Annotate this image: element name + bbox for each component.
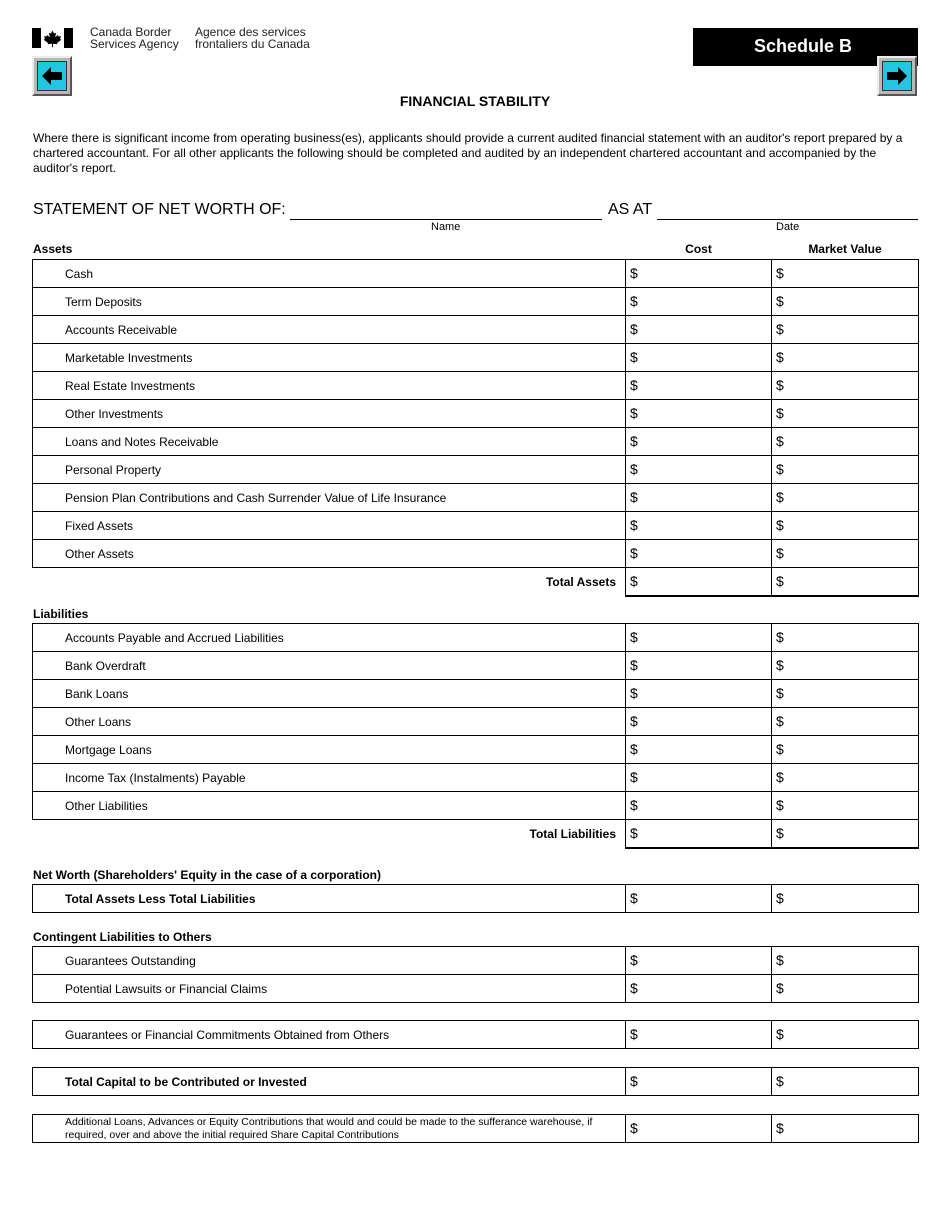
currency-symbol: $ [630, 952, 638, 968]
row-label: Other Loans [33, 708, 626, 736]
market-value-column-header: Market Value [808, 242, 882, 256]
name-caption: Name [431, 221, 461, 233]
schedule-label: Schedule B [693, 28, 918, 66]
row-label: Loans and Notes Receivable [33, 428, 626, 456]
currency-symbol: $ [630, 1026, 638, 1042]
page-title: FINANCIAL STABILITY [399, 93, 551, 109]
cost-amount-input[interactable] [638, 378, 752, 394]
currency-symbol: $ [776, 685, 784, 701]
currency-symbol: $ [776, 293, 784, 309]
cost-cell [626, 568, 772, 597]
agency-en-line1: Canada Border [90, 25, 172, 39]
asset-row [33, 372, 919, 400]
currency-symbol: $ [630, 1120, 638, 1136]
row-label: Guarantees Outstanding [33, 947, 626, 975]
currency-symbol: $ [776, 377, 784, 393]
currency-symbol: $ [630, 489, 638, 505]
market-cell [772, 540, 919, 568]
market-cell [772, 568, 919, 597]
market-amount-input[interactable] [784, 1121, 898, 1137]
market-cell [772, 316, 919, 344]
cost-cell [626, 316, 772, 344]
cost-cell [626, 792, 772, 820]
market-amount-input[interactable] [784, 294, 898, 310]
cost-column-header: Cost [685, 242, 712, 256]
market-cell [772, 372, 919, 400]
net-worth-table [32, 884, 919, 913]
cost-amount-input[interactable] [638, 294, 752, 310]
currency-symbol: $ [776, 797, 784, 813]
currency-symbol: $ [776, 657, 784, 673]
row-label: Total Capital to be Contributed or Invested [33, 1068, 626, 1096]
guarantees-obtained-table [32, 1020, 919, 1049]
row-label: Bank Loans [33, 680, 626, 708]
cost-amount-input[interactable] [638, 953, 752, 969]
agency-fr-line1: Agence des services [195, 25, 306, 39]
contingent-heading: Contingent Liabilities to Others [33, 930, 212, 944]
currency-symbol: $ [630, 825, 638, 841]
row-label: Accounts Payable and Accrued Liabilities [33, 624, 626, 652]
currency-symbol: $ [776, 517, 784, 533]
agency-fr-line2: frontaliers du Canada [195, 37, 310, 51]
row-label: Other Assets [33, 540, 626, 568]
row-label: Total Assets Less Total Liabilities [33, 885, 626, 913]
contingent-row [33, 975, 919, 1003]
cost-amount-input[interactable] [638, 658, 752, 674]
additional-loans-row [33, 1115, 919, 1143]
market-cell [772, 456, 919, 484]
cost-amount-input[interactable] [638, 350, 752, 366]
cost-amount-input[interactable] [638, 770, 752, 786]
currency-symbol: $ [776, 1026, 784, 1042]
row-label: Income Tax (Instalments) Payable [33, 764, 626, 792]
row-label: Personal Property [33, 456, 626, 484]
cost-cell [626, 652, 772, 680]
market-cell [772, 708, 919, 736]
market-amount-input[interactable] [784, 350, 898, 366]
agency-name-en [90, 26, 179, 50]
canada-flag-icon [32, 28, 73, 48]
arrow-right-icon [882, 61, 912, 91]
cost-cell [626, 456, 772, 484]
liability-row [33, 708, 919, 736]
currency-symbol: $ [630, 461, 638, 477]
cost-cell [626, 820, 772, 849]
market-cell [772, 736, 919, 764]
statement-prefix: STATEMENT OF NET WORTH OF: [33, 201, 286, 218]
cost-cell [626, 764, 772, 792]
row-label: Mortgage Loans [33, 736, 626, 764]
market-amount-input[interactable] [784, 378, 898, 394]
cost-amount-input[interactable] [638, 490, 752, 506]
cost-cell [626, 708, 772, 736]
market-amount-input[interactable] [784, 658, 898, 674]
asset-row [33, 400, 919, 428]
total-label: Total Liabilities [529, 827, 616, 841]
currency-symbol: $ [630, 321, 638, 337]
market-cell [772, 428, 919, 456]
cost-amount-input[interactable] [638, 798, 752, 814]
row-label: Term Deposits [33, 288, 626, 316]
market-amount-input[interactable] [784, 574, 898, 590]
currency-symbol: $ [776, 349, 784, 365]
market-cell [772, 885, 919, 913]
market-cell [772, 1115, 919, 1143]
cost-cell [626, 736, 772, 764]
row-label: Cash [33, 260, 626, 288]
total-capital-row [33, 1068, 919, 1096]
market-amount-input[interactable] [784, 953, 898, 969]
currency-symbol: $ [630, 349, 638, 365]
cost-amount-input[interactable] [638, 462, 752, 478]
cost-cell [626, 947, 772, 975]
name-field[interactable] [292, 200, 604, 220]
cost-cell [626, 975, 772, 1003]
asset-row [33, 540, 919, 568]
asset-row [33, 512, 919, 540]
row-label: Other Investments [33, 400, 626, 428]
total-label: Total Assets [545, 575, 616, 589]
currency-symbol: $ [776, 573, 784, 589]
currency-symbol: $ [776, 741, 784, 757]
currency-symbol: $ [776, 980, 784, 996]
net-worth-row [33, 885, 919, 913]
currency-symbol: $ [630, 713, 638, 729]
market-amount-input[interactable] [784, 1027, 898, 1043]
asset-row [33, 456, 919, 484]
market-amount-input[interactable] [784, 1074, 898, 1090]
currency-symbol: $ [630, 377, 638, 393]
currency-symbol: $ [776, 713, 784, 729]
liabilities-table [32, 623, 919, 849]
market-amount-input[interactable] [784, 798, 898, 814]
market-cell [772, 260, 919, 288]
currency-symbol: $ [776, 545, 784, 561]
currency-symbol: $ [776, 890, 784, 906]
asset-row [33, 316, 919, 344]
market-cell [772, 1068, 919, 1096]
currency-symbol: $ [630, 769, 638, 785]
row-label: Other Liabilities [33, 792, 626, 820]
cost-amount-input[interactable] [638, 686, 752, 702]
cost-amount-input[interactable] [638, 518, 752, 534]
row-label: Bank Overdraft [33, 652, 626, 680]
cost-amount-input[interactable] [638, 891, 752, 907]
market-cell [772, 764, 919, 792]
currency-symbol: $ [630, 517, 638, 533]
market-amount-input[interactable] [784, 630, 898, 646]
market-amount-input[interactable] [784, 406, 898, 422]
liability-row [33, 764, 919, 792]
currency-symbol: $ [630, 433, 638, 449]
currency-symbol: $ [776, 433, 784, 449]
currency-symbol: $ [776, 321, 784, 337]
arrow-left-icon [37, 61, 67, 91]
cost-amount-input[interactable] [638, 1074, 752, 1090]
row-label: Fixed Assets [33, 512, 626, 540]
cost-cell [626, 540, 772, 568]
market-cell [772, 344, 919, 372]
market-cell [772, 820, 919, 849]
currency-symbol: $ [776, 629, 784, 645]
market-amount-input[interactable] [784, 518, 898, 534]
market-cell [772, 400, 919, 428]
cost-cell [626, 260, 772, 288]
cost-amount-input[interactable] [638, 742, 752, 758]
cost-amount-input[interactable] [638, 630, 752, 646]
row-label: Additional Loans, Advances or Equity Contributions that would and could be made to the sufferance warehouse, if required, over and above the initial required Share Capital Contributions [33, 1115, 626, 1143]
currency-symbol: $ [776, 1073, 784, 1089]
cost-cell [626, 512, 772, 540]
cost-amount-input[interactable] [638, 826, 752, 842]
cost-cell [626, 288, 772, 316]
cost-cell [626, 1115, 772, 1143]
agency-en-line2: Services Agency [90, 37, 179, 51]
market-cell [772, 1021, 919, 1049]
cost-cell [626, 344, 772, 372]
market-cell [772, 652, 919, 680]
currency-symbol: $ [776, 489, 784, 505]
currency-symbol: $ [630, 980, 638, 996]
currency-symbol: $ [630, 1073, 638, 1089]
row-label: Potential Lawsuits or Financial Claims [33, 975, 626, 1003]
currency-symbol: $ [776, 825, 784, 841]
cost-amount-input[interactable] [638, 714, 752, 730]
currency-symbol: $ [630, 573, 638, 589]
market-amount-input[interactable] [784, 546, 898, 562]
total-liabilities-row [33, 820, 919, 849]
asset-row [33, 344, 919, 372]
cost-amount-input[interactable] [638, 322, 752, 338]
intro-paragraph: Where there is significant income from operating business(es), applicants should provide a current audited financial statement with an auditor's report prepared by a chartered accountant. For all other applicants the following should be completed and audited by an independent chartered accountant and accompanied by the auditor's report. [33, 131, 903, 175]
market-amount-input[interactable] [784, 434, 898, 450]
cost-amount-input[interactable] [638, 574, 752, 590]
currency-symbol: $ [776, 769, 784, 785]
cost-amount-input[interactable] [638, 266, 752, 282]
additional-loans-table [32, 1114, 919, 1143]
net-worth-heading: Net Worth (Shareholders' Equity in the case of a corporation) [33, 868, 382, 882]
currency-symbol: $ [630, 741, 638, 757]
asset-row [33, 288, 919, 316]
asset-row [33, 484, 919, 512]
previous-page-button[interactable] [32, 56, 72, 96]
currency-symbol: $ [776, 1120, 784, 1136]
as-at-label: AS AT [608, 201, 653, 218]
currency-symbol: $ [630, 545, 638, 561]
market-amount-input[interactable] [784, 266, 898, 282]
row-label: Pension Plan Contributions and Cash Surrender Value of Life Insurance [33, 484, 626, 512]
liabilities-heading: Liabilities [33, 607, 89, 621]
agency-name-fr [195, 26, 310, 50]
contingent-table [32, 946, 919, 1003]
cost-cell [626, 885, 772, 913]
liability-row [33, 792, 919, 820]
total-capital-table [32, 1067, 919, 1096]
guarantees-obtained-row [33, 1021, 919, 1049]
total-assets-row [33, 568, 919, 597]
asset-row [33, 260, 919, 288]
cost-amount-input[interactable] [638, 981, 752, 997]
market-amount-input[interactable] [784, 686, 898, 702]
market-cell [772, 512, 919, 540]
currency-symbol: $ [630, 405, 638, 421]
currency-symbol: $ [630, 685, 638, 701]
market-cell [772, 975, 919, 1003]
row-label: Real Estate Investments [33, 372, 626, 400]
market-amount-input[interactable] [784, 462, 898, 478]
market-amount-input[interactable] [784, 490, 898, 506]
currency-symbol: $ [630, 797, 638, 813]
currency-symbol: $ [776, 952, 784, 968]
cost-cell [626, 680, 772, 708]
liability-row [33, 736, 919, 764]
market-amount-input[interactable] [784, 891, 898, 907]
row-label: Guarantees or Financial Commitments Obtained from Others [33, 1021, 626, 1049]
next-page-button[interactable] [877, 56, 917, 96]
cost-cell [626, 484, 772, 512]
market-amount-input[interactable] [784, 742, 898, 758]
market-cell [772, 680, 919, 708]
cost-cell [626, 624, 772, 652]
market-amount-input[interactable] [784, 714, 898, 730]
assets-heading: Assets [33, 242, 73, 256]
asset-row [33, 428, 919, 456]
liability-row [33, 652, 919, 680]
currency-symbol: $ [630, 265, 638, 281]
liability-row [33, 680, 919, 708]
currency-symbol: $ [776, 405, 784, 421]
market-amount-input[interactable] [784, 770, 898, 786]
market-cell [772, 288, 919, 316]
cost-cell [626, 400, 772, 428]
currency-symbol: $ [630, 629, 638, 645]
cost-amount-input[interactable] [638, 434, 752, 450]
assets-table [32, 259, 919, 597]
cost-cell [626, 428, 772, 456]
date-field[interactable] [659, 200, 920, 220]
row-label: Marketable Investments [33, 344, 626, 372]
market-amount-input[interactable] [784, 981, 898, 997]
currency-symbol: $ [630, 890, 638, 906]
market-amount-input[interactable] [784, 322, 898, 338]
cost-cell [626, 1068, 772, 1096]
market-cell [772, 947, 919, 975]
market-amount-input[interactable] [784, 826, 898, 842]
cost-amount-input[interactable] [638, 406, 752, 422]
currency-symbol: $ [776, 461, 784, 477]
market-cell [772, 624, 919, 652]
cost-amount-input[interactable] [638, 546, 752, 562]
cost-cell [626, 372, 772, 400]
currency-symbol: $ [776, 265, 784, 281]
market-cell [772, 792, 919, 820]
contingent-row [33, 947, 919, 975]
cost-amount-input[interactable] [638, 1027, 752, 1043]
date-caption: Date [776, 221, 800, 233]
currency-symbol: $ [630, 657, 638, 673]
market-cell [772, 484, 919, 512]
cost-amount-input[interactable] [638, 1121, 752, 1137]
currency-symbol: $ [630, 293, 638, 309]
liability-row [33, 624, 919, 652]
cost-cell [626, 1021, 772, 1049]
row-label: Accounts Receivable [33, 316, 626, 344]
